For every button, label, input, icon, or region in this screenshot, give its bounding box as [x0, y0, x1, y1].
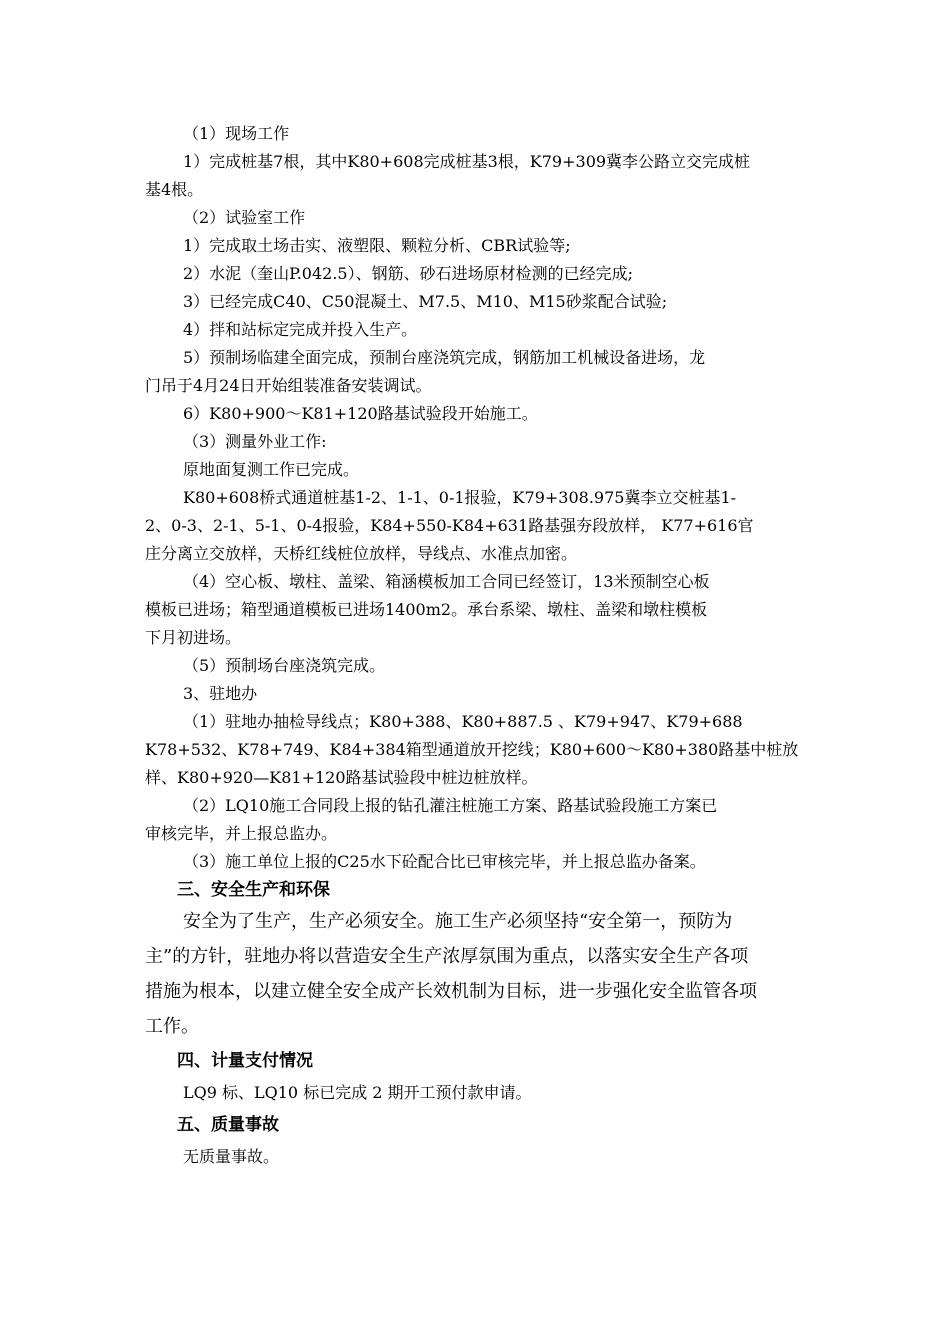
- subsection-heading: 3、驻地办: [183, 684, 258, 703]
- paragraph-line: LQ9 标、LQ10 标已完成 2 期开工预付款申请。: [183, 1083, 532, 1102]
- paragraph-line: 基4根。: [145, 180, 204, 199]
- paragraph-line: 下月初进场。: [145, 628, 242, 647]
- paragraph-line: 6）K80+900～K81+120路基试验段开始施工。: [183, 404, 538, 423]
- paragraph-line: K78+532、K78+749、K84+384箱型通道放开挖线；K80+600～K80+380路基中桩放: [145, 740, 799, 759]
- document-body: [145, 120, 810, 1175]
- paragraph-line: 工作。: [145, 1016, 199, 1037]
- paragraph-line: 门吊于4月24日开始组装准备安装调试。: [145, 376, 432, 395]
- paragraph-line: 3）已经完成C40、C50混凝土、M7.5、M10、M15砂浆配合试验;: [183, 292, 668, 311]
- paragraph-line: （5）预制场台座浇筑完成。: [183, 656, 386, 675]
- subsection-heading: （3）测量外业工作:: [183, 432, 327, 451]
- section-heading-quality: 五、质量事故: [177, 1115, 279, 1135]
- paragraph-line: （4）空心板、墩柱、盖梁、箱涵模板加工合同已经签订，13米预制空心板: [183, 572, 710, 591]
- paragraph-line: （1）驻地办抽检导线点；K80+388、K80+887.5 、K79+947、K79+688: [183, 712, 743, 731]
- paragraph-line: 2）水泥（奎山P.042.5）、钢筋、砂石进场原材检测的已经完成;: [183, 264, 633, 283]
- subsection-heading: （2）试验室工作: [183, 208, 306, 227]
- paragraph-line: 1）完成桩基7根，其中K80+608完成桩基3根，K79+309冀李公路立交完成桩: [183, 152, 751, 171]
- paragraph-line: （3）施工单位上报的C25水下砼配合比已审核完毕，并上报总监办备案。: [183, 852, 706, 871]
- paragraph-line: 主”的方针，驻地办将以营造安全生产浓厚氛围为重点，以落实安全生产各项: [145, 946, 749, 967]
- paragraph-line: 5）预制场临建全面完成，预制台座浇筑完成，钢筋加工机械设备进场，龙: [183, 348, 706, 367]
- paragraph-line: 措施为根本，以建立健全安全成产长效机制为目标，进一步强化安全监管各项: [145, 981, 757, 1002]
- paragraph-line: 模板已进场；箱型通道模板已进场1400m2。承台系梁、墩柱、盖梁和墩柱模板: [145, 600, 708, 619]
- paragraph-line: K80+608桥式通道桩基1-2、1-1、0-1报验，K79+308.975冀李立交桩基1-: [183, 488, 737, 507]
- paragraph-line: 样、K80+920—K81+120路基试验段中桩边桩放样。: [145, 768, 538, 787]
- paragraph-line: 原地面复测工作已完成。: [183, 460, 360, 479]
- subsection-heading: （1）现场工作: [183, 124, 290, 143]
- section-heading-payment: 四、计量支付情况: [177, 1051, 313, 1071]
- paragraph-line: （2）LQ10施工合同段上报的钻孔灌注桩施工方案、路基试验段施工方案已: [183, 796, 718, 815]
- paragraph-line: 4）拌和站标定完成并投入生产。: [183, 320, 418, 339]
- paragraph-line: 2、0-3、2-1、5-1、0-4报验，K84+550-K84+631路基强夯段放样， K77+616官: [145, 516, 754, 535]
- section-heading-safety: 三、安全生产和环保: [177, 880, 330, 900]
- paragraph-line: 安全为了生产，生产必须安全。施工生产必须坚持“安全第一，预防为: [183, 911, 733, 932]
- paragraph-line: 庄分离立交放样，天桥红线桩位放样，导线点、水准点加密。: [145, 544, 578, 563]
- paragraph-line: 1）完成取土场击实、液塑限、颗粒分析、CBR试验等;: [183, 236, 571, 255]
- paragraph-line: 无质量事故。: [183, 1147, 280, 1166]
- paragraph-line: 审核完毕，并上报总监办。: [145, 824, 338, 843]
